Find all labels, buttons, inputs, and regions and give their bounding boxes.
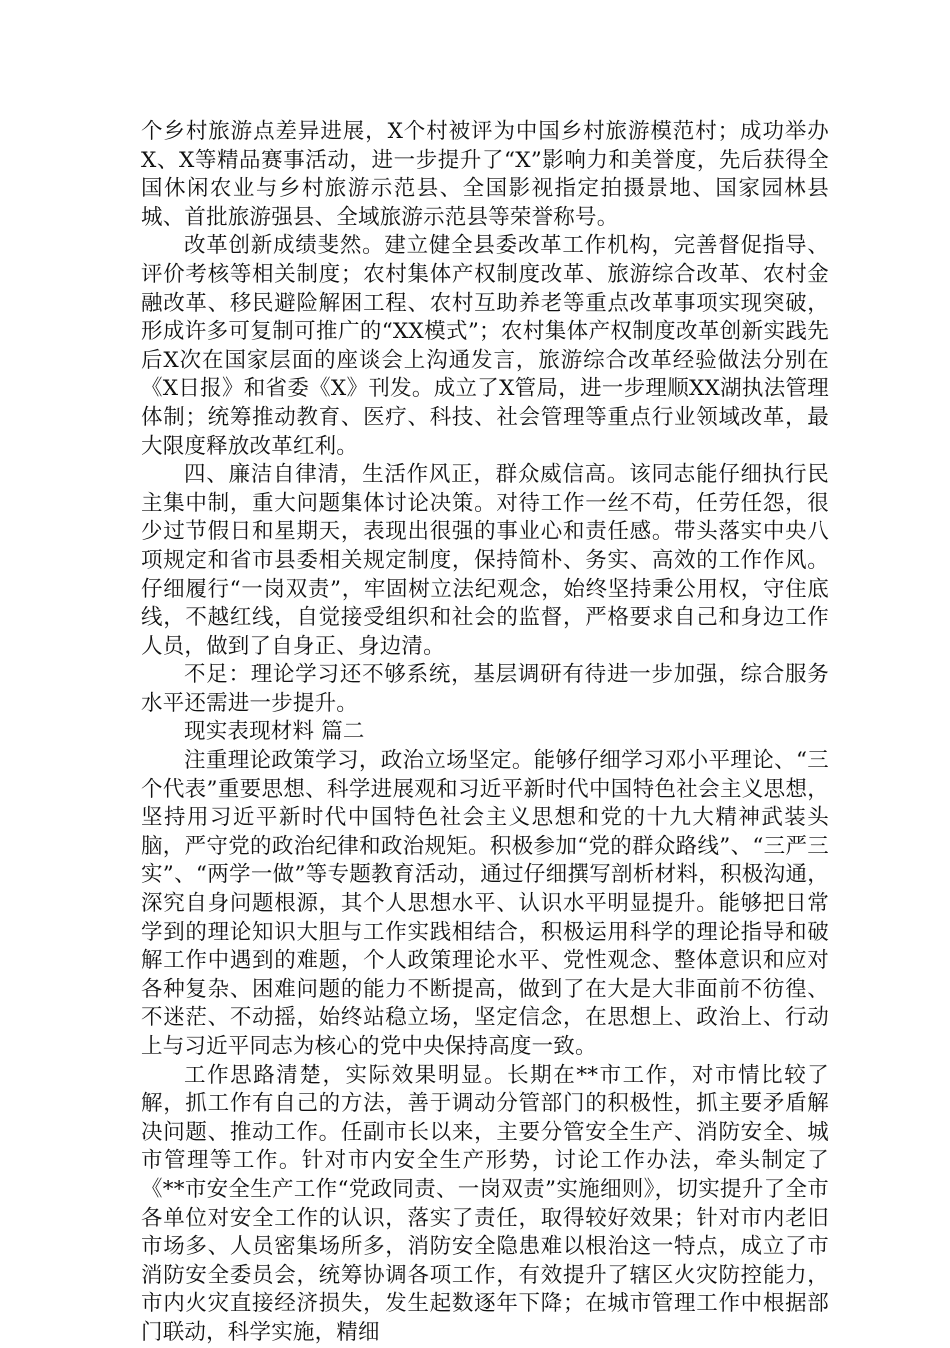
document-body (141, 118, 829, 1348)
paragraph-reform-innovation: 改革创新成绩斐然。建立健全县委改革工作机构，完善督促指导、评价考核等相关制度；农村集体产权制度改革、旅游综合改革、农村金融改革、移民避险解困工程、农村互助养老等重点改革事项实现突破，形成许多可复制可推广的“XX模式”；农村集体产权制度改革创新实践先后X次在国家层面的座谈会上沟通发言，旅游综合改革经验做法分别在《X日报》和省委《X》刊发。成立了X管局，进一步理顺XX湖执法管理体制；统筹推动教育、医疗、科技、社会管理等重点行业领域改革，最大限度释放改革红利。 (141, 233, 829, 459)
paragraph-shortcomings: 不足：理论学习还不够系统，基层调研有待进一步加强，综合服务水平还需进一步提升。 (141, 662, 829, 716)
section-heading-part-two: 现实表现材料 篇二 (184, 719, 365, 745)
paragraph-tourism-achievements: 个乡村旅游点差异进展，X个村被评为中国乡村旅游模范村；成功举办X、X等精品赛事活动，进一步提升了“X”影响力和美誉度，先后获得全国休闲农业与乡村旅游示范县、全国影视指定拍摄景地、国家园林县城、首批旅游强县、全域旅游示范县等荣誉称号。 (141, 119, 829, 230)
paragraph-work-results: 工作思路清楚，实际效果明显。长期在**市工作，对市情比较了解，抓工作有自己的方法，善于调动分管部门的积极性，抓主要矛盾解决问题、推动工作。任副市长以来，主要分管安全生产、消防安全、城市管理等工作。针对市内安全生产形势，讨论工作办法，牵头制定了《**市安全生产工作“党政同责、一岗双责”实施细则》，切实提升了全市各单位对安全工作的认识，落实了责任，取得较好效果；针对市内老旧市场多、人员密集场所多，消防安全隐患难以根治这一特点，成立了市消防安全委员会，统筹协调各项工作，有效提升了辖区火灾防控能力，市内火灾直接经济损失，发生起数逐年下降；在城市管理工作中根据部门联动，科学实施，精细 (141, 1062, 829, 1345)
paragraph-theory-study: 注重理论政策学习，政治立场坚定。能够仔细学习邓小平理论、“三个代表”重要思想、科学进展观和习近平新时代中国特色社会主义思想，坚持用习近平新时代中国特色社会主义思想和党的十九大精神武装头脑，严守党的政治纪律和政治规矩。积极参加“党的群众路线”、“三严三实”、“两学一做”等专题教育活动，通过仔细撰写剖析材料，积极沟通，深究自身问题根源，其个人思想水平、认识水平明显提升。能够把日常学到的理论知识大胆与工作实践相结合，积极运用科学的理论指导和破解工作中遇到的难题，个人政策理论水平、党性观念、整体意识和应对各种复杂、困难问题的能力不断提高，做到了在大是大非面前不彷徨、不迷茫、不动摇，始终站稳立场，坚定信念，在思想上、政治上、行动上与习近平同志为核心的党中央保持高度一致。 (141, 748, 829, 1059)
paragraph-integrity: 四、廉洁自律清，生活作风正，群众威信高。该同志能仔细执行民主集中制，重大问题集体讨论决策。对待工作一丝不苟，任劳任怨，很少过节假日和星期天，表现出很强的事业心和责任感。带头落实中央八项规定和省市县委相关规定制度，保持简朴、务实、高效的工作作风。仔细履行“一岗双责”，牢固树立法纪观念，始终坚持秉公用权，守住底线，不越红线，自觉接受组织和社会的监督，严格要求自己和身边工作人员，做到了自身正、身边清。 (141, 462, 829, 659)
